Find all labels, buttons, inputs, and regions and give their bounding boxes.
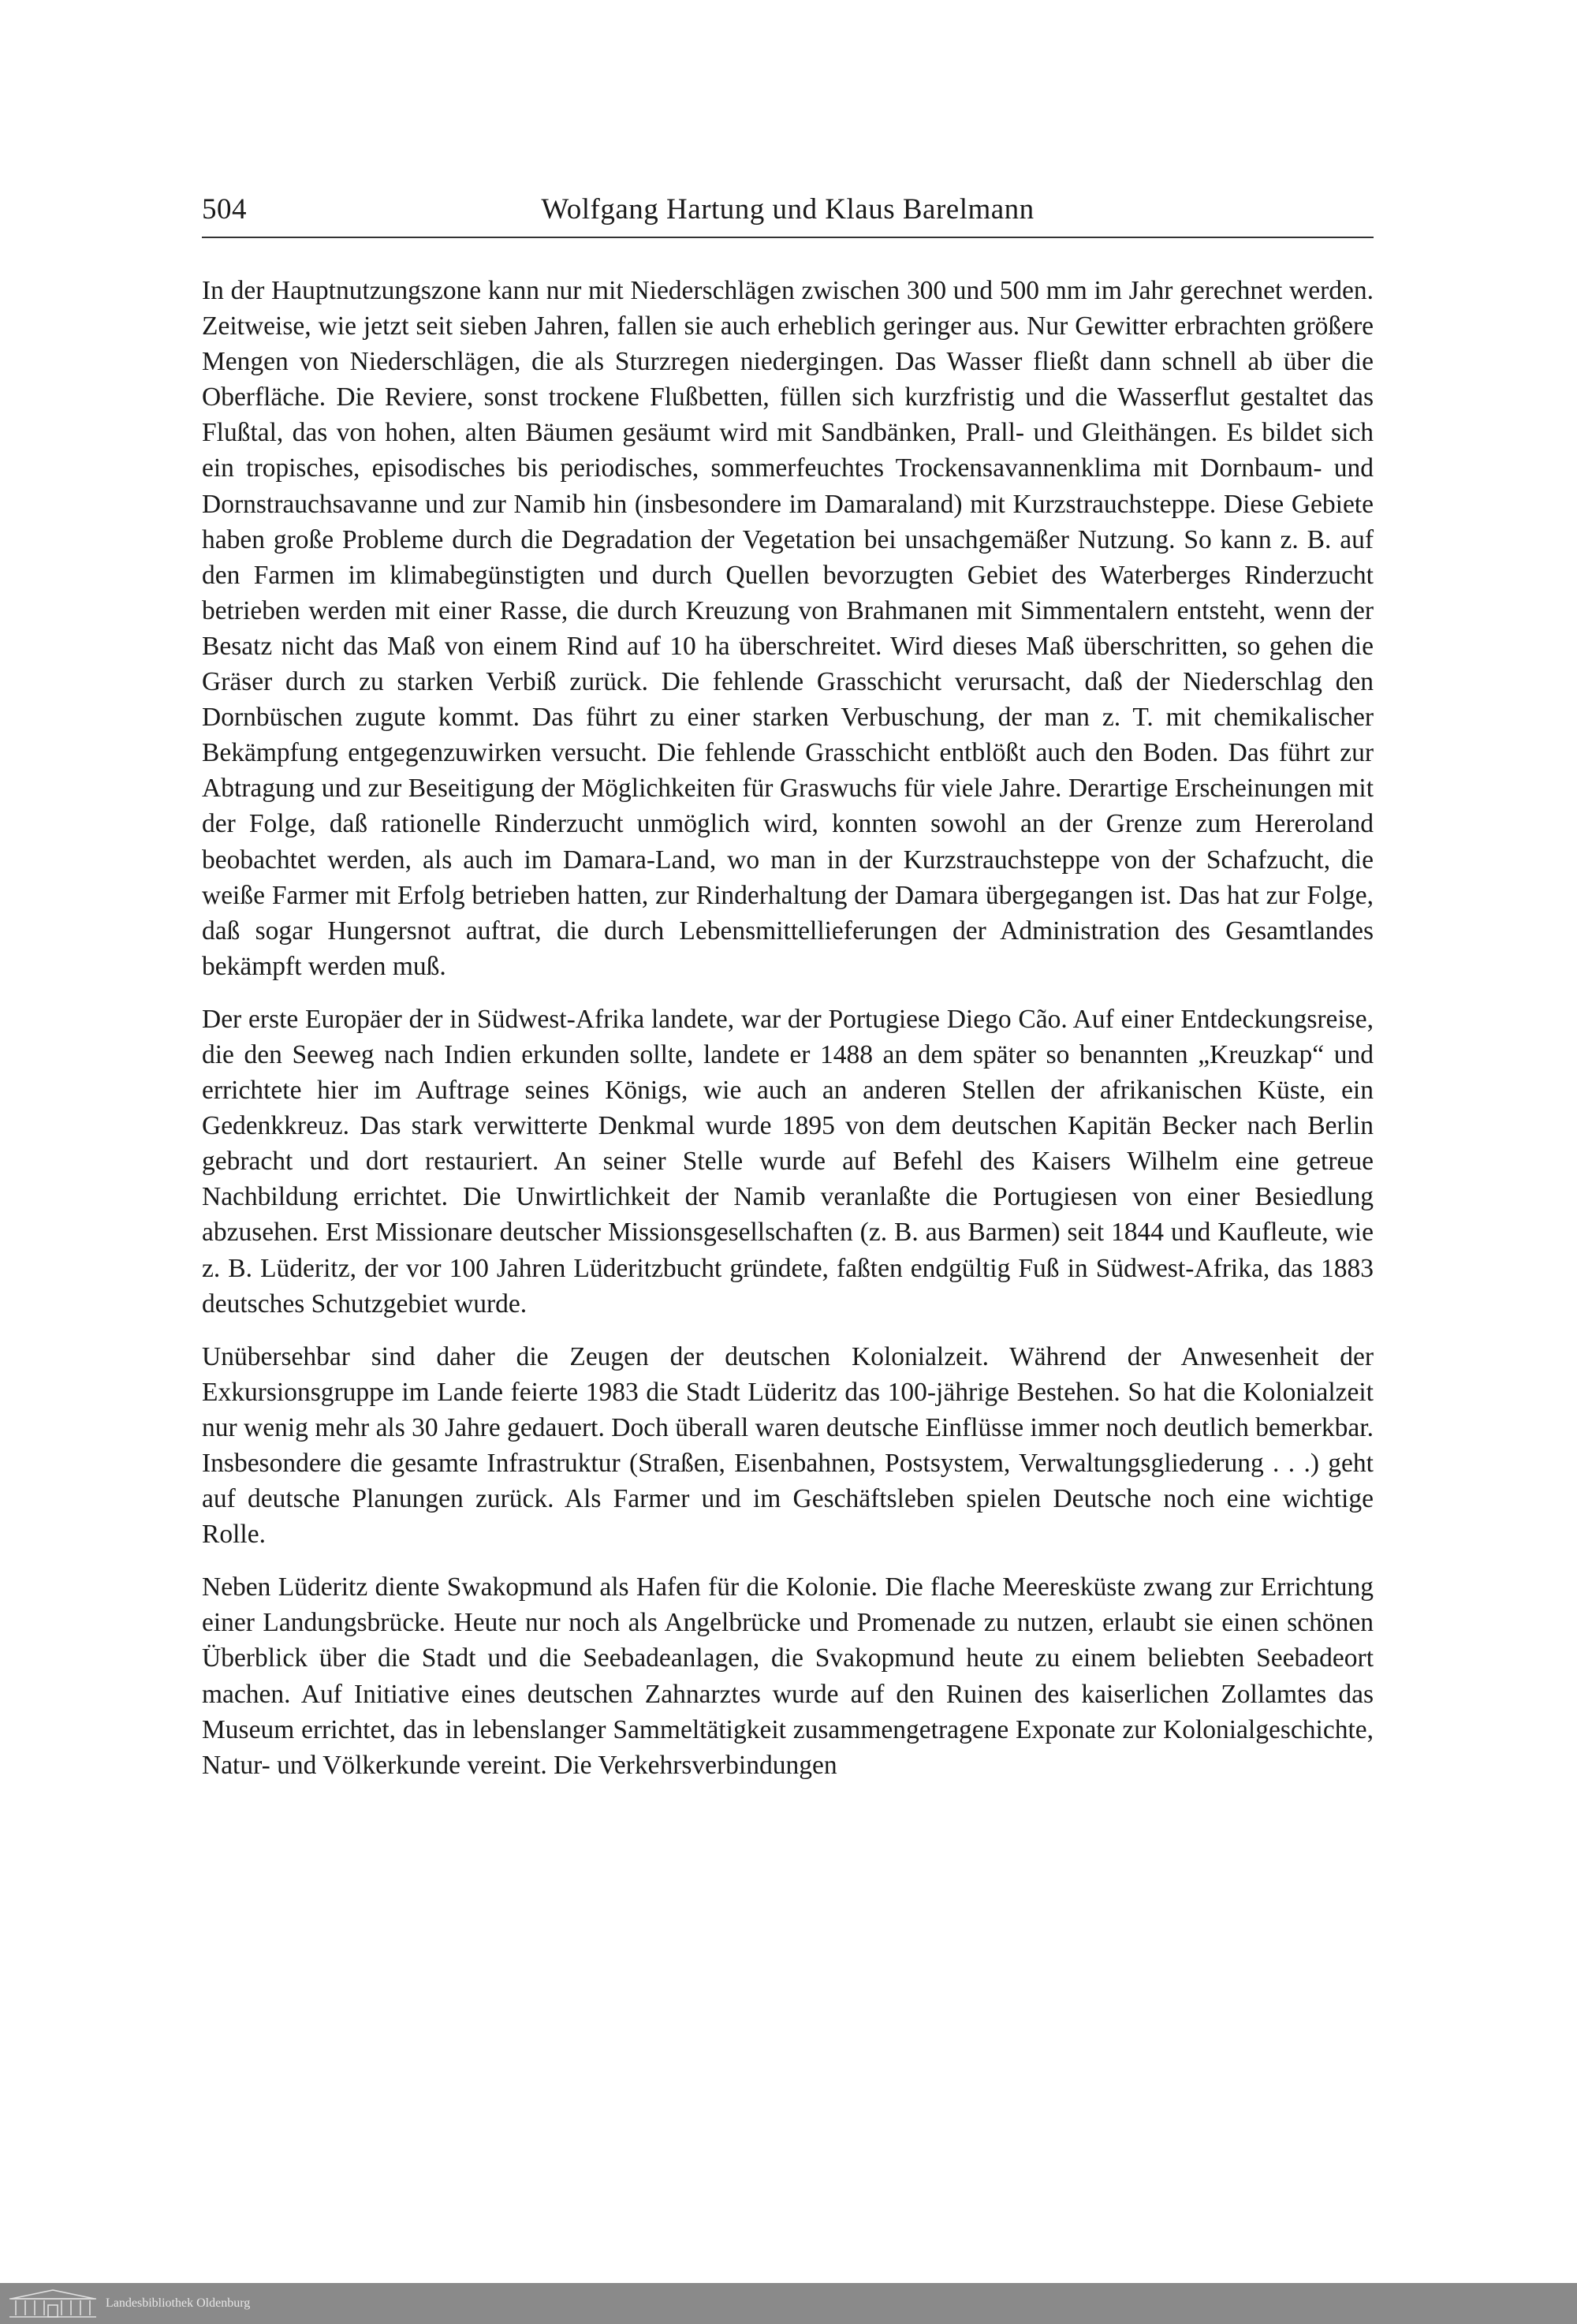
library-name: Landesbibliothek Oldenburg bbox=[106, 2296, 251, 2310]
library-building-icon bbox=[6, 2288, 99, 2319]
paragraph-4: Neben Lüderitz diente Swakopmund als Hafen für die Kolonie. Die flache Meeresküste zwang zur Errichtung einer Landungsbrücke. Heute nur noch als Angelbrücke und Promenade zu nutzen, erlaubt sie einen schönen Überblick über die Stadt und die Seebadeanlagen, die Svakopmund heute zu einem beliebten Seebadeort machen. Auf Initiative eines deutschen Zahnarztes wurde auf den Ruinen des kaiserlichen Zollamtes das Museum errichtet, das in lebenslanger Sammeltätigkeit zusammengetragene Exponate zur Kolonialgeschichte, Natur- und Völkerkunde vereint. Die Verkehrsverbindungen bbox=[202, 1572, 1374, 1780]
paragraph-2: Der erste Europäer der in Südwest-Afrika landete, war der Portugiese Diego Cão. Auf einer Entdeckungsreise, die den Seeweg nach Indien erkunden sollte, landete er 1488 an dem später so benannten „Kreuzkap“ und errichtete hier im Auftrage seines Königs, wie auch an anderen Stellen der afrikanischen Küste, ein Gedenkkreuz. Das stark verwitterte Denkmal wurde 1895 von dem deutschen Kapitän Becker nach Berlin gebracht und dort restauriert. An seiner Stelle wurde auf Befehl des Kaisers Wilhelm eine getreue Nachbildung errichtet. Die Unwirtlichkeit der Namib veranlaßte die Portugiesen von einer Besiedlung abzusehen. Erst Missionare deutscher Missionsgesellschaften (z. B. aus Barmen) seit 1844 und Kaufleute, wie z. B. Lüderitz, der vor 100 Jahren Lüderitzbucht gründete, faßten endgültig Fuß in Südwest-Afrika, das 1883 deutsches Schutzgebiet wurde. bbox=[202, 1004, 1374, 1319]
paragraph-3: Unübersehbar sind daher die Zeugen der deutschen Kolonialzeit. Während der Anwesenheit der Exkursionsgruppe im Lande feierte 1983 die Stadt Lüderitz das 100-jährige Bestehen. So hat die Kolonialzeit nur wenig mehr als 30 Jahre gedauert. Doch überall waren deutsche Einflüsse immer noch deutlich bemerkbar. Insbesondere die gesamte Infrastruktur (Straßen, Eisenbahnen, Postsystem, Verwaltungsgliederung . . .) geht auf deutsche Planungen zurück. Als Farmer und im Geschäftsleben spielen Deutsche noch eine wichtige Rolle. bbox=[202, 1341, 1374, 1550]
running-head bbox=[202, 189, 1374, 238]
paragraph-1: In der Hauptnutzungszone kann nur mit Niederschlägen zwischen 300 und 500 mm im Jahr gerechnet werden. Zeitweise, wie jetzt seit sieben Jahren, fallen sie auch erheblich geringer aus. Nur Gewitter erbrachten größere Mengen von Niederschlägen, die als Sturzregen niedergingen. Das Wasser fließt dann schnell ab über die Oberfläche. Die Reviere, sonst trockene Flußbetten, füllen sich kurzfristig und die Wasserflut gestaltet das Flußtal, das von hohen, alten Bäumen gesäumt wird mit Sandbänken, Prall- und Gleithängen. Es bildet sich ein tropisches, episodisches bis periodisches, sommerfeuchtes Trockensavannenklima mit Dornbaum- und Dornstrauchsavanne und zur Namib hin (insbesondere im Damaraland) mit Kurzstrauchsteppe. Diese Gebiete haben große Probleme durch die Degradation der Vegetation bei unsachgemäßer Nutzung. So kann z. B. auf den Farmen im klimabegünstigten und durch Quellen bevorzugten Gebiet des Waterberges Rinderzucht betrieben werden mit einer Rasse, die durch Kreuzung von Brahmanen mit Simmentalern entsteht, wenn der Besatz nicht das Maß von einem Rind auf 10 ha überschreitet. Wird dieses Maß überschritten, so gehen die Gräser durch zu starken Verbiß zurück. Die fehlende Grasschicht verursacht, daß der Niederschlag den Dornbüschen zugute kommt. Das führt zu einer starken Verbuschung, der man z. T. mit chemikalischer Bekämpfung entgegenzuwirken versucht. Die fehlende Grasschicht entblößt auch den Boden. Das führt zur Abtragung und zur Beseitigung der Möglichkeiten für Graswuchs für viele Jahre. Derartige Erscheinungen mit der Folge, daß rationelle Rinderzucht unmöglich wird, konnten sowohl an der Grenze zum Hereroland beobachtet werden, als auch im Damara-Land, wo man in der Kurzstrauchsteppe von der Schafzucht, die weiße Farmer mit Erfolg betrieben hatten, zur Rinderhaltung der Damara übergegangen ist. Das hat zur Folge, daß sogar Hungersnot auftrat, die durch Lebensmittellieferungen der Administration des Gesamtlandes bekämpft werden muß. bbox=[202, 276, 1374, 981]
running-head-title: Wolfgang Hartung und Klaus Barelmann bbox=[541, 193, 1035, 226]
page-number: 504 bbox=[202, 193, 247, 226]
library-footer-bar bbox=[0, 2283, 1577, 2324]
body-text bbox=[202, 273, 1374, 1800]
